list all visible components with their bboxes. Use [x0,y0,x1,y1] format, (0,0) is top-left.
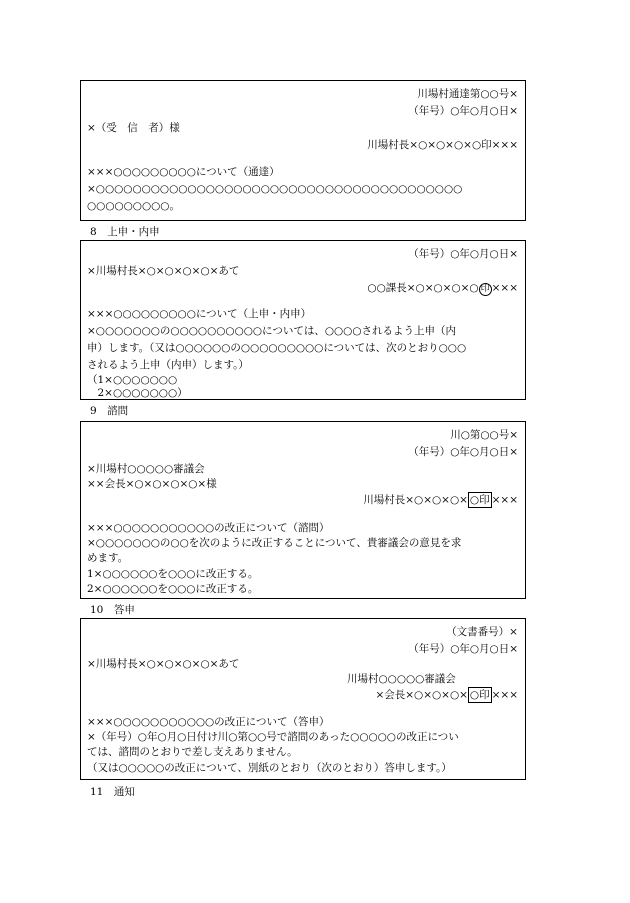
section-heading-11: 11 通知 [90,786,135,798]
reply-document-box [80,618,526,780]
doc-number: （文書番号）× [446,626,518,638]
body-line: ×（年号）○年○月○日付け川○第○○号で諮問のあった○○○○○の改正につい [87,731,459,743]
sender-suffix: ××× [491,689,518,701]
list-item: 2×○○○○○○を○○○に改正する。 [87,583,259,595]
body-line: 申）します。（又は○○○○○○の○○○○○○○○○については、次のとおり○○○ [87,342,467,354]
addressee: ×川場村長×○×○×○×○×あて [87,658,240,670]
doc-date: （年号）○年○月○日× [408,643,518,655]
sender-name: ×会長×○×○×○× [375,689,468,701]
body-line: されるよう上申（内申）します。） [87,359,249,371]
addressee: ×川場村長×○×○×○×○×あて [87,265,240,277]
doc-number: 川○第○○号× [450,429,518,441]
subject: ×××○○○○○○○○○について（通達） [87,166,280,178]
doc-date: （年号）○年○月○日× [408,105,518,117]
list-item: （1×○○○○○○○ [87,374,178,386]
list-item: 1×○○○○○○を○○○に改正する。 [87,568,259,580]
section-heading-8: 8 上申・内申 [90,226,160,238]
body-line: ては、諮問のとおりで差し支えありません。 [87,746,298,758]
subject: ×××○○○○○○○○○について（上申・内申） [87,308,312,320]
addressee: ×川場村○○○○○審議会 [87,463,205,475]
sender [375,687,518,703]
sender [363,492,518,508]
subject: ×××○○○○○○○○○○○の改正について（答申） [87,716,330,728]
body-line: （又は○○○○○の改正について、別紙のとおり（次のとおり）答申します。） [87,762,452,774]
sender-name: 川場村長×○×○×○× [363,494,468,506]
seal-stamp: 印 [480,284,490,294]
seal-stamp: ○印 [469,689,490,701]
body-line: ×○○○○○○○の○○を次のように改正することについて、貴審議会の意見を求 [87,537,462,549]
seal-stamp: ○印 [469,494,490,506]
sender-name: ○○課長×○×○×○×○ [367,282,479,294]
doc-number: 川場村通達第○○号× [417,88,518,100]
addressee: ×（受 信 者）様 [87,122,180,134]
sender: 川場村長×○×○×○×○印××× [367,139,518,151]
body-line: ○○○○○○○○○。 [87,200,180,212]
notice-document-box [80,80,526,221]
sender-org: 川場村○○○○○審議会 [347,673,456,685]
body-line: ×○○○○○○○○○○○○○○○○○○○○○○○○○○○○○○○○○○○○○○○○ [87,183,463,195]
addressee: ××会長×○×○×○×○×様 [87,478,217,490]
sender-suffix: ××× [491,282,518,294]
sender-suffix: ××× [491,494,518,506]
body-line: めます。 [87,552,129,564]
report-document-box [80,240,526,400]
section-heading-9: 9 諮問 [90,405,129,417]
section-heading-10: 10 答申 [90,604,135,616]
sender [367,281,518,296]
doc-date: （年号）○年○月○日× [408,248,518,260]
inquiry-document-box [80,421,526,599]
list-item: 2×○○○○○○○） [87,387,188,399]
subject: ×××○○○○○○○○○○○の改正について（諮問） [87,522,330,534]
doc-date: （年号）○年○月○日× [408,446,518,458]
body-line: ×○○○○○○○の○○○○○○○○○○については、○○○○されるよう上申（内 [87,325,456,337]
